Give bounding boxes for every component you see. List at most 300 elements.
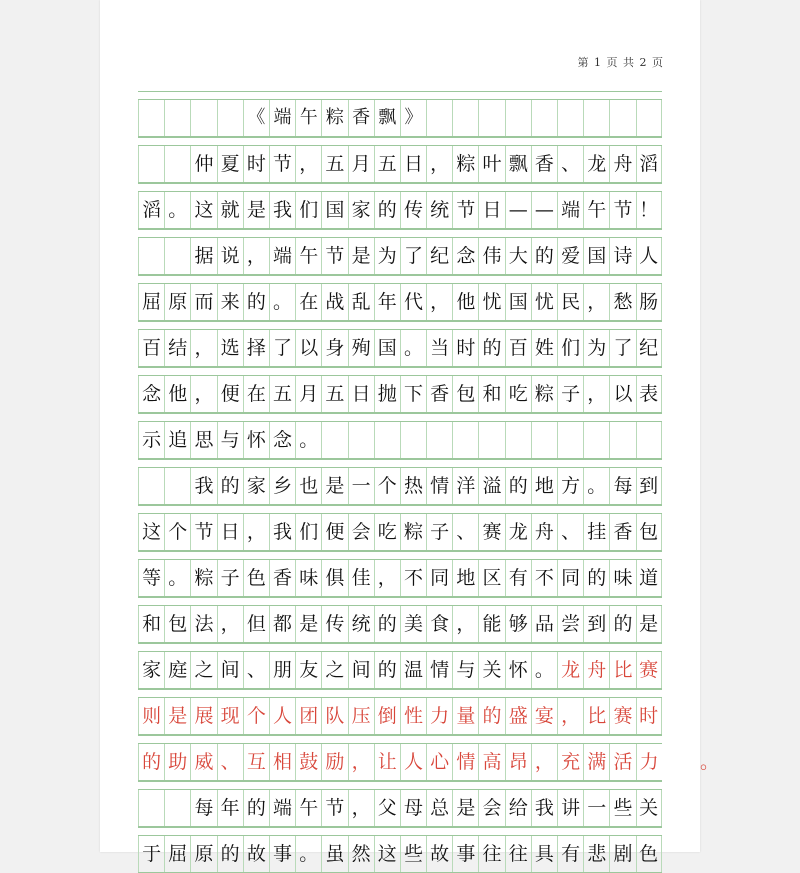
grid-cell: 给 xyxy=(505,790,531,826)
grid-cell: 故 xyxy=(426,836,452,872)
grid-cell: 粽 xyxy=(321,100,347,136)
grid-cell: 这 xyxy=(138,514,164,550)
grid-cell: 性 xyxy=(400,698,426,734)
grid-cell: 心 xyxy=(426,744,452,780)
grid-cell: 盛 xyxy=(505,698,531,734)
grid-cell: 庭 xyxy=(164,652,190,688)
grid-cell: 念 xyxy=(269,422,295,458)
grid-cell: 品 xyxy=(531,606,557,642)
grid-cell xyxy=(138,790,164,826)
title-row xyxy=(138,91,662,137)
grid-cell: 相 xyxy=(269,744,295,780)
grid-cell: 百 xyxy=(505,330,531,366)
grid-cell: 和 xyxy=(478,376,504,412)
grid-cell: 溢 xyxy=(478,468,504,504)
grid-cell: 的 xyxy=(478,698,504,734)
grid-cell: 。 xyxy=(295,836,321,872)
grid-cell: 国 xyxy=(583,238,609,274)
grid-cell: 说 xyxy=(217,238,243,274)
grid-cell: 五 xyxy=(374,146,400,182)
grid-cell: 美 xyxy=(400,606,426,642)
grid-cell: 宴 xyxy=(531,698,557,734)
row-spacer xyxy=(138,183,662,192)
grid-cell: 节 xyxy=(452,192,478,228)
grid-cell: 也 xyxy=(295,468,321,504)
grid-cell: 、 xyxy=(452,514,478,550)
grid-cell: 。 xyxy=(295,422,321,458)
grid-cell: ， xyxy=(583,376,609,412)
grid-cell: 鼓 xyxy=(295,744,321,780)
grid-cell: 一 xyxy=(583,790,609,826)
grid-cell: 屈 xyxy=(164,836,190,872)
row-cells xyxy=(138,330,662,367)
grid-cell: 月 xyxy=(295,376,321,412)
row-cells xyxy=(138,836,662,873)
manuscript-grid xyxy=(138,91,720,873)
text-row xyxy=(138,689,662,735)
grid-cell: 怀 xyxy=(243,422,269,458)
grid-cell: 让 xyxy=(374,744,400,780)
grid-cell: 的 xyxy=(243,790,269,826)
grid-cell: 能 xyxy=(478,606,504,642)
grid-cell: 姓 xyxy=(531,330,557,366)
grid-cell: 间 xyxy=(217,652,243,688)
grid-cell: 示 xyxy=(138,422,164,458)
grid-cell: 味 xyxy=(295,560,321,596)
grid-cell: 赛 xyxy=(636,652,662,688)
grid-cell: 端 xyxy=(557,192,583,228)
grid-cell: 五 xyxy=(321,376,347,412)
grid-cell xyxy=(138,468,164,504)
row-spacer xyxy=(138,551,662,560)
row-cells xyxy=(138,238,662,275)
grid-cell xyxy=(164,100,190,136)
grid-cell: 每 xyxy=(190,790,216,826)
grid-cell: 午 xyxy=(583,192,609,228)
grid-cell: 情 xyxy=(426,468,452,504)
grid-cell: 节 xyxy=(609,192,635,228)
grid-cell: 不 xyxy=(531,560,557,596)
grid-cell: ， xyxy=(583,284,609,320)
grid-cell xyxy=(505,422,531,458)
grid-cell: 温 xyxy=(400,652,426,688)
grid-cell: 的 xyxy=(138,744,164,780)
grid-cell xyxy=(557,100,583,136)
grid-cell: 的 xyxy=(374,606,400,642)
grid-cell: 战 xyxy=(321,284,347,320)
grid-cell xyxy=(400,422,426,458)
grid-cell: 纪 xyxy=(426,238,452,274)
row-spacer xyxy=(138,689,662,698)
grid-cell: 个 xyxy=(164,514,190,550)
grid-cell: 。 xyxy=(531,652,557,688)
grid-cell: 时 xyxy=(452,330,478,366)
row-cells xyxy=(138,192,662,229)
grid-cell xyxy=(557,422,583,458)
grid-cell: 以 xyxy=(295,330,321,366)
grid-cell: 往 xyxy=(505,836,531,872)
grid-cell: 乱 xyxy=(348,284,374,320)
grid-cell: 些 xyxy=(609,790,635,826)
grid-cell: 之 xyxy=(321,652,347,688)
text-row xyxy=(138,643,662,689)
text-row xyxy=(138,781,662,827)
grid-cell: 具 xyxy=(531,836,557,872)
grid-cell: 个 xyxy=(243,698,269,734)
grid-cell: 往 xyxy=(478,836,504,872)
grid-cell: 端 xyxy=(269,790,295,826)
grid-cell: 。 xyxy=(164,560,190,596)
grid-cell: 挂 xyxy=(583,514,609,550)
grid-cell: 间 xyxy=(348,652,374,688)
grid-cell: 月 xyxy=(348,146,374,182)
grid-cell: 他 xyxy=(164,376,190,412)
grid-cell: 香 xyxy=(426,376,452,412)
grid-cell: 民 xyxy=(557,284,583,320)
grid-cell: 的 xyxy=(583,560,609,596)
grid-cell: 有 xyxy=(505,560,531,596)
grid-cell: 味 xyxy=(609,560,635,596)
grid-cell: 香 xyxy=(531,146,557,182)
grid-cell: 统 xyxy=(426,192,452,228)
grid-cell: 的 xyxy=(531,238,557,274)
grid-cell: 个 xyxy=(374,468,400,504)
grid-cell: 舟 xyxy=(609,146,635,182)
grid-cell: 了 xyxy=(609,330,635,366)
grid-cell: 充 xyxy=(557,744,583,780)
grid-cell xyxy=(478,422,504,458)
grid-cell: 与 xyxy=(452,652,478,688)
grid-cell: 殉 xyxy=(348,330,374,366)
row-cells xyxy=(138,468,662,505)
grid-cell: ， xyxy=(217,606,243,642)
grid-cell: 来 xyxy=(217,284,243,320)
grid-cell: 时 xyxy=(636,698,662,734)
grid-cell: 包 xyxy=(636,514,662,550)
row-spacer xyxy=(138,643,662,652)
grid-cell: 子 xyxy=(426,514,452,550)
grid-cell: 吃 xyxy=(374,514,400,550)
grid-cell: 一 xyxy=(348,468,374,504)
grid-cell: 比 xyxy=(609,652,635,688)
grid-cell: 不 xyxy=(400,560,426,596)
grid-cell xyxy=(531,422,557,458)
grid-cell: 但 xyxy=(243,606,269,642)
grid-cell: 我 xyxy=(531,790,557,826)
grid-cell: 日 xyxy=(478,192,504,228)
row-spacer xyxy=(138,827,662,836)
grid-cell: 是 xyxy=(636,606,662,642)
row-spacer xyxy=(138,735,662,744)
grid-cell: 到 xyxy=(583,606,609,642)
grid-cell: 讲 xyxy=(557,790,583,826)
grid-cell: 热 xyxy=(400,468,426,504)
grid-cell xyxy=(426,422,452,458)
grid-cell: 端 xyxy=(269,238,295,274)
grid-cell: 是 xyxy=(243,192,269,228)
grid-cell: 地 xyxy=(452,560,478,596)
grid-cell: 爱 xyxy=(557,238,583,274)
row-spacer xyxy=(138,597,662,606)
grid-cell: — xyxy=(531,192,557,228)
grid-cell: 关 xyxy=(478,652,504,688)
grid-cell xyxy=(609,100,635,136)
grid-cell: 每 xyxy=(609,468,635,504)
grid-cell: 传 xyxy=(321,606,347,642)
grid-cell: 这 xyxy=(374,836,400,872)
row-cells xyxy=(138,514,662,551)
grid-cell: 洋 xyxy=(452,468,478,504)
grid-cell: 。 xyxy=(164,192,190,228)
grid-cell: 昂 xyxy=(505,744,531,780)
grid-cell: 追 xyxy=(164,422,190,458)
grid-cell: 些 xyxy=(400,836,426,872)
grid-cell: ， xyxy=(190,330,216,366)
grid-cell: 威 xyxy=(190,744,216,780)
grid-cell: 念 xyxy=(138,376,164,412)
grid-cell: — xyxy=(505,192,531,228)
grid-cell: 午 xyxy=(295,100,321,136)
grid-cell: 择 xyxy=(243,330,269,366)
row-cells xyxy=(138,606,662,643)
grid-cell: 与 xyxy=(217,422,243,458)
text-row xyxy=(138,459,662,505)
grid-cell: 力 xyxy=(426,698,452,734)
grid-cell: 我 xyxy=(190,468,216,504)
grid-cell: 原 xyxy=(164,284,190,320)
grid-cell: 有 xyxy=(557,836,583,872)
text-row xyxy=(138,183,662,229)
grid-cell: 压 xyxy=(348,698,374,734)
grid-cell: 的 xyxy=(478,330,504,366)
grid-cell: 互 xyxy=(243,744,269,780)
grid-cell: 》 xyxy=(400,100,426,136)
grid-cell: 便 xyxy=(217,376,243,412)
grid-cell: 力 xyxy=(636,744,662,780)
row-spacer xyxy=(138,275,662,284)
grid-cell: 下 xyxy=(400,376,426,412)
grid-cell: 了 xyxy=(400,238,426,274)
overflow-punctuation: 。 xyxy=(700,751,720,773)
text-row xyxy=(138,735,720,781)
grid-cell xyxy=(583,100,609,136)
grid-cell: 励 xyxy=(321,744,347,780)
grid-cell: 和 xyxy=(138,606,164,642)
grid-cell: ， xyxy=(243,514,269,550)
text-row xyxy=(138,321,662,367)
grid-cell: 总 xyxy=(426,790,452,826)
grid-cell: 肠 xyxy=(636,284,662,320)
grid-cell: 、 xyxy=(243,652,269,688)
grid-cell: ， xyxy=(243,238,269,274)
grid-cell: 粽 xyxy=(400,514,426,550)
grid-cell: 高 xyxy=(478,744,504,780)
grid-cell xyxy=(164,468,190,504)
grid-cell xyxy=(164,146,190,182)
grid-cell: 包 xyxy=(164,606,190,642)
grid-cell: 滔 xyxy=(138,192,164,228)
grid-cell: 都 xyxy=(269,606,295,642)
grid-cell: 队 xyxy=(321,698,347,734)
grid-cell: 日 xyxy=(400,146,426,182)
grid-cell: 在 xyxy=(243,376,269,412)
grid-cell: 的 xyxy=(217,468,243,504)
grid-cell: 午 xyxy=(295,790,321,826)
grid-cell: 节 xyxy=(190,514,216,550)
grid-cell: ， xyxy=(190,376,216,412)
grid-cell: 地 xyxy=(531,468,557,504)
grid-cell: 家 xyxy=(243,468,269,504)
grid-cell: 大 xyxy=(505,238,531,274)
grid-cell: 人 xyxy=(636,238,662,274)
grid-cell: 会 xyxy=(348,514,374,550)
grid-cell: 是 xyxy=(348,238,374,274)
row-spacer xyxy=(138,505,662,514)
row-cells xyxy=(138,560,662,597)
grid-cell: 原 xyxy=(190,836,216,872)
grid-cell: 身 xyxy=(321,330,347,366)
grid-cell: 纪 xyxy=(636,330,662,366)
grid-cell: 色 xyxy=(636,836,662,872)
grid-cell: 够 xyxy=(505,606,531,642)
grid-cell: 活 xyxy=(609,744,635,780)
grid-cell: 于 xyxy=(138,836,164,872)
grid-cell xyxy=(531,100,557,136)
row-spacer xyxy=(138,781,662,790)
grid-cell: 。 xyxy=(583,468,609,504)
grid-cell: 、 xyxy=(557,514,583,550)
grid-cell: 怀 xyxy=(505,652,531,688)
grid-cell: 事 xyxy=(269,836,295,872)
row-cells xyxy=(138,652,662,689)
grid-cell: 结 xyxy=(164,330,190,366)
grid-cell: 法 xyxy=(190,606,216,642)
grid-cell: 这 xyxy=(190,192,216,228)
grid-cell: 叶 xyxy=(478,146,504,182)
grid-cell: 乡 xyxy=(269,468,295,504)
grid-cell: 节 xyxy=(269,146,295,182)
text-row xyxy=(138,367,662,413)
grid-cell: ， xyxy=(374,560,400,596)
grid-cell: 节 xyxy=(321,790,347,826)
grid-cell xyxy=(190,100,216,136)
grid-cell: 道 xyxy=(636,560,662,596)
grid-cell: 包 xyxy=(452,376,478,412)
grid-cell: 同 xyxy=(557,560,583,596)
grid-cell: 现 xyxy=(217,698,243,734)
grid-cell: 国 xyxy=(374,330,400,366)
grid-cell xyxy=(217,100,243,136)
grid-cell: 为 xyxy=(374,238,400,274)
row-spacer xyxy=(138,321,662,330)
grid-cell: 的 xyxy=(243,284,269,320)
grid-cell: 香 xyxy=(609,514,635,550)
grid-cell: 食 xyxy=(426,606,452,642)
grid-cell xyxy=(452,100,478,136)
grid-cell: 仲 xyxy=(190,146,216,182)
grid-cell: 的 xyxy=(217,836,243,872)
grid-cell: 传 xyxy=(400,192,426,228)
grid-cell: 满 xyxy=(583,744,609,780)
grid-cell: 了 xyxy=(269,330,295,366)
grid-cell: 为 xyxy=(583,330,609,366)
grid-cell xyxy=(426,100,452,136)
grid-cell: 午 xyxy=(295,238,321,274)
grid-cell: 五 xyxy=(269,376,295,412)
grid-cell: 粽 xyxy=(531,376,557,412)
grid-cell xyxy=(348,422,374,458)
grid-cell: 子 xyxy=(217,560,243,596)
row-cells xyxy=(138,698,662,735)
grid-cell: ， xyxy=(452,606,478,642)
grid-cell: 就 xyxy=(217,192,243,228)
page-number: 第 1 页 共 2 页 xyxy=(577,56,664,69)
grid-cell: 代 xyxy=(400,284,426,320)
grid-cell: 端 xyxy=(269,100,295,136)
grid-cell: 香 xyxy=(269,560,295,596)
grid-cell: 五 xyxy=(321,146,347,182)
grid-cell: 助 xyxy=(164,744,190,780)
grid-cell: 是 xyxy=(295,606,321,642)
grid-cell: 夏 xyxy=(217,146,243,182)
row-spacer xyxy=(138,229,662,238)
grid-cell: 比 xyxy=(583,698,609,734)
row-cells xyxy=(138,376,662,413)
grid-cell: 量 xyxy=(452,698,478,734)
text-row xyxy=(138,597,662,643)
row-spacer xyxy=(138,137,662,146)
grid-cell: 等 xyxy=(138,560,164,596)
grid-cell xyxy=(609,422,635,458)
grid-cell: 们 xyxy=(557,330,583,366)
grid-cell: 的 xyxy=(505,468,531,504)
row-cells xyxy=(138,100,662,137)
grid-cell: 当 xyxy=(426,330,452,366)
grid-cell: 在 xyxy=(295,284,321,320)
grid-cell: 色 xyxy=(243,560,269,596)
document-page xyxy=(100,0,720,865)
grid-cell: 则 xyxy=(138,698,164,734)
grid-cell xyxy=(452,422,478,458)
text-row xyxy=(138,413,662,459)
grid-cell: 表 xyxy=(636,376,662,412)
grid-cell: 我 xyxy=(269,514,295,550)
grid-cell: 粽 xyxy=(190,560,216,596)
grid-cell: 以 xyxy=(609,376,635,412)
row-spacer xyxy=(138,413,662,422)
grid-cell: 舟 xyxy=(583,652,609,688)
grid-cell: 节 xyxy=(321,238,347,274)
grid-cell: 剧 xyxy=(609,836,635,872)
grid-cell: 的 xyxy=(609,606,635,642)
grid-cell: 展 xyxy=(190,698,216,734)
grid-cell: 国 xyxy=(321,192,347,228)
grid-cell: 是 xyxy=(164,698,190,734)
text-row xyxy=(138,551,662,597)
grid-cell xyxy=(164,790,190,826)
grid-cell: 的 xyxy=(374,652,400,688)
grid-cell: 然 xyxy=(348,836,374,872)
row-cells xyxy=(138,790,662,827)
grid-cell: 国 xyxy=(505,284,531,320)
grid-cell: 粽 xyxy=(452,146,478,182)
grid-cell: 虽 xyxy=(321,836,347,872)
grid-cell: 飘 xyxy=(505,146,531,182)
grid-cell: 倒 xyxy=(374,698,400,734)
grid-cell: 飘 xyxy=(374,100,400,136)
grid-cell: 母 xyxy=(400,790,426,826)
grid-cell: 统 xyxy=(348,606,374,642)
